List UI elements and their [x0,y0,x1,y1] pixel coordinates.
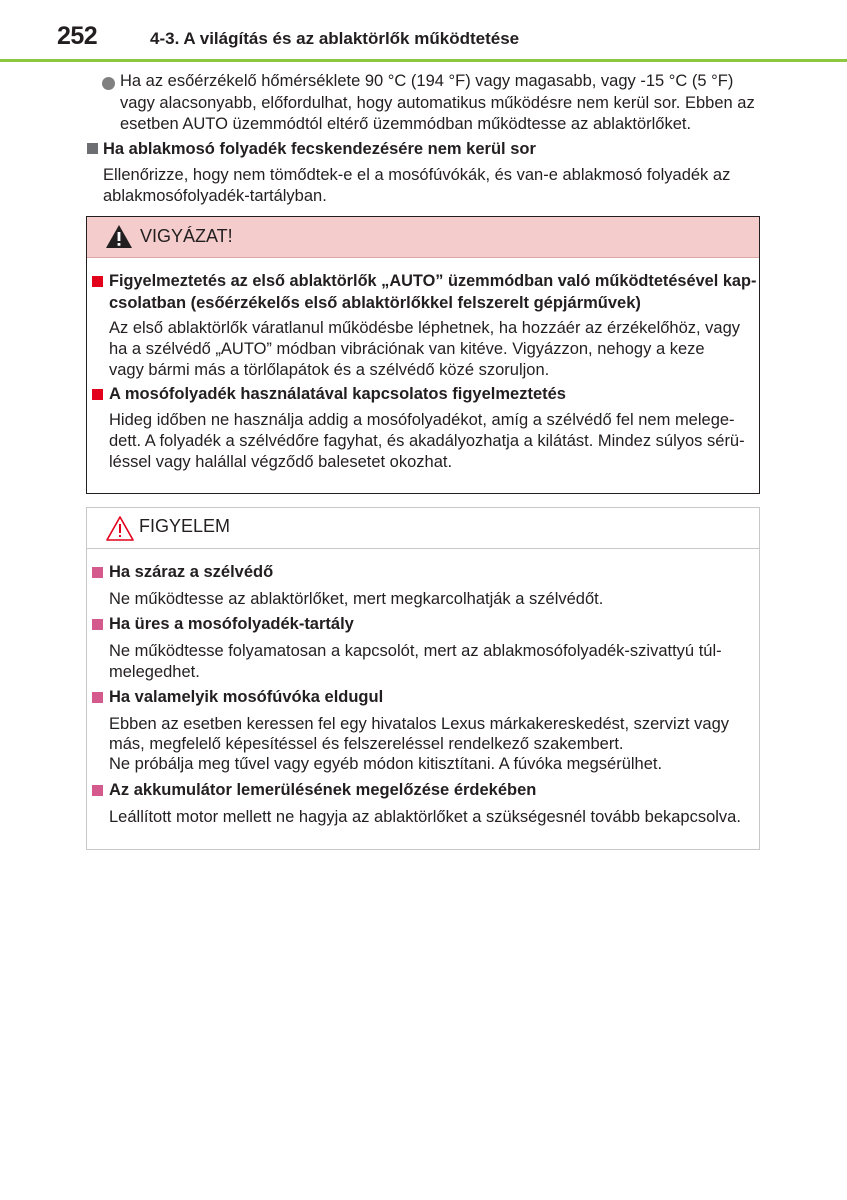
notice-square-icon [92,785,103,796]
notice-item-3-heading: Ha valamelyik mosófúvóka eldugul [109,688,384,706]
caution-header [87,217,759,258]
page-number: 252 [57,22,98,50]
caution-item-1-heading-2: csolatban (esőérzékelős első ablaktörlőkkel felszerelt gépjárművek) [109,294,641,312]
caution-square-icon [92,276,103,287]
washer-line-1: Ellenőrizze, hogy nem tömődtek-e el a mosófúvókák, és van-e ablakmosó folyadék az [103,166,731,184]
caution-label: VIGYÁZAT! [140,226,233,246]
intro-line-3: esetben AUTO üzemmódtól eltérő üzemmódban működtesse az ablaktörlőket. [120,115,692,133]
notice-square-icon [92,567,103,578]
warning-triangle-filled-icon [105,224,133,249]
intro-line-2: vagy alacsonyabb, előfordulhat, hogy automatikus működésre nem kerül sor. Ebben az [120,94,755,112]
notice-item-2-line-2: melegedhet. [109,663,200,681]
notice-item-2-heading: Ha üres a mosófolyadék-tartály [109,615,354,633]
notice-item-3-line-3: Ne próbálja meg tűvel vagy egyéb módon kitisztítani. A fúvóka megsérülhet. [109,755,663,773]
notice-item-4-line-1: Leállított motor mellett ne hagyja az ablaktörlőket a szükségesnél tovább bekapcsolva. [109,808,741,826]
warning-triangle-outline-icon [105,515,135,542]
notice-square-icon [92,619,103,630]
section-title: 4-3. A világítás és az ablaktörlők működtetése [150,29,520,48]
notice-item-4-heading: Az akkumulátor lemerülésének megelőzése érdekében [109,781,537,799]
caution-item-2-line-3: léssel vagy halállal végződő balesetet okozhat. [109,453,453,471]
page-header [0,0,847,60]
caution-item-1-line-3: vagy bármi más a törlőlapátok és a szélvédő közé szoruljon. [109,361,550,379]
notice-item-3-line-1: Ebben az esetben keressen fel egy hivatalos Lexus márkakereskedést, szervizt vagy [109,715,729,733]
caution-item-1-line-1: Az első ablaktörlők váratlanul működésbe léphetnek, ha hozzáér az érzékelőhöz, vagy [109,319,741,337]
caution-item-2-line-2: dett. A folyadék a szélvédőre fagyhat, és akadályozhatja a kilátást. Mindez súlyos sérü- [109,432,745,450]
notice-label: FIGYELEM [139,516,231,536]
notice-item-3-line-2: más, megfelelő képesítéssel és felszereléssel rendelkező szakembert. [109,735,624,753]
caution-item-2-line-1: Hideg időben ne használja addig a mosófolyadékot, amíg a szélvédő fel nem melege- [109,411,735,429]
washer-line-2: ablakmosófolyadék-tartályban. [103,187,327,205]
notice-square-icon [92,692,103,703]
caution-item-1-heading-1: Figyelmeztetés az első ablaktörlők „AUTO” üzemmódban való működtetésével kap- [109,272,757,290]
section-square-icon [87,143,98,154]
caution-square-icon [92,389,103,400]
caution-item-2-heading: A mosófolyadék használatával kapcsolatos figyelmeztetés [109,385,566,403]
washer-heading: Ha ablakmosó folyadék fecskendezésére nem kerül sor [103,140,536,158]
caution-item-1-line-2: ha a szélvédő „AUTO” módban vibrációnak van kitéve. Vigyázzon, nehogy a keze [109,340,705,358]
notice-item-1-heading: Ha száraz a szélvédő [109,563,274,581]
notice-header [87,508,759,549]
notice-item-1-line-1: Ne működtesse az ablaktörlőket, mert megkarcolhatják a szélvédőt. [109,590,604,608]
intro-line-1: Ha az esőérzékelő hőmérséklete 90 °C (194 °F) vagy magasabb, vagy -15 °C (5 °F) [120,72,734,90]
bullet-dot-icon [102,77,115,90]
header-rule [0,59,847,62]
notice-item-2-line-1: Ne működtesse folyamatosan a kapcsolót, mert az ablakmosófolyadék-szivattyú túl- [109,642,722,660]
